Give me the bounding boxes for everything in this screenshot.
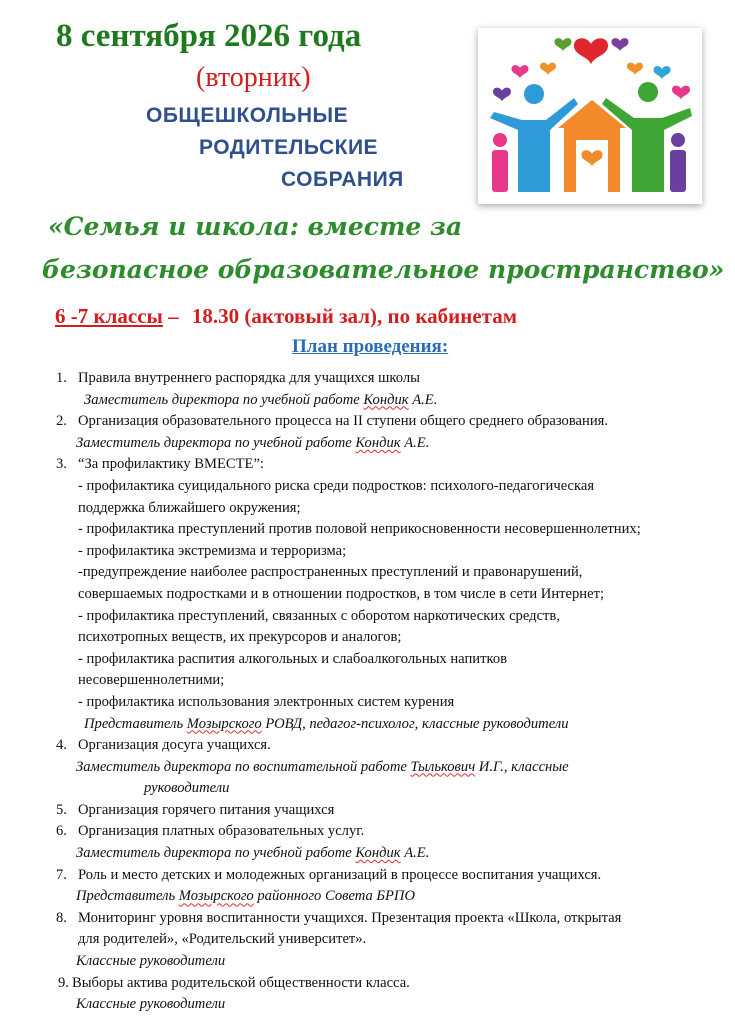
agenda-item <box>0 908 735 930</box>
classes-label: 6 -7 классы <box>55 304 163 328</box>
agenda-responsible <box>0 951 735 973</box>
agenda-responsible <box>0 778 735 800</box>
meeting-date: 8 сентября 2026 года <box>56 18 362 54</box>
family-house-hearts-icon <box>478 28 702 204</box>
responsible-part: Представитель <box>76 888 179 905</box>
agenda-item-number: 4. <box>56 737 67 754</box>
agenda-item-line <box>0 476 735 498</box>
responsible-name: Кондик <box>355 845 401 862</box>
responsible-name: Кондик <box>355 434 401 451</box>
agenda-item-line <box>0 562 735 584</box>
responsible-part: РОВД, педагог-психолог, классные руководители <box>261 715 569 732</box>
responsible-part: Заместитель директора по воспитательной работе <box>76 758 411 775</box>
plan-title: План проведения: <box>292 336 449 357</box>
meeting-title-line-2: РОДИТЕЛЬСКИЕ <box>199 136 379 159</box>
agenda-responsible <box>0 843 735 865</box>
agenda-item-text: “За профилактику ВМЕСТЕ”: <box>78 456 264 473</box>
responsible-part: Заместитель директора по учебной работе <box>76 434 356 451</box>
agenda-item-number: 8. <box>56 909 67 926</box>
agenda-item-line <box>0 519 735 541</box>
agenda-item-line <box>0 541 735 563</box>
responsible-text <box>76 433 429 455</box>
agenda-item-text: - профилактика экстремизма и терроризма; <box>78 542 347 559</box>
agenda-item-text: Организация горячего питания учащихся <box>78 801 335 818</box>
agenda-item-text: - профилактика распития алкогольных и слабоалкогольных напитков <box>78 650 508 667</box>
agenda-item <box>0 973 735 995</box>
responsible-part: А.Е. <box>400 434 430 451</box>
agenda-item-text: -предупреждение наиболее распространенных преступлений и правонарушений, <box>78 564 583 581</box>
agenda-responsible <box>0 433 735 455</box>
responsible-name: Мозырского <box>186 715 262 732</box>
agenda-item-number: 7. <box>56 866 67 883</box>
meeting-title-line-1: ОБЩЕШКОЛЬНЫЕ <box>146 104 349 127</box>
agenda-item-line <box>0 649 735 671</box>
agenda-responsible <box>0 757 735 779</box>
schedule-line <box>55 304 517 329</box>
agenda-responsible <box>0 994 735 1016</box>
responsible-text <box>76 994 225 1016</box>
responsible-text <box>84 714 569 736</box>
responsible-part: руководители <box>144 780 230 797</box>
agenda-list <box>0 368 735 1016</box>
agenda-responsible <box>0 390 735 412</box>
responsible-part: Классные руководители <box>76 953 226 970</box>
meeting-weekday: (вторник) <box>196 62 311 93</box>
agenda-item-text: Организация платных образовательных услуг. <box>78 823 365 840</box>
agenda-responsible <box>0 886 735 908</box>
agenda-item-text: поддержка ближайшего окружения; <box>78 499 301 516</box>
responsible-part: районного Совета БРПО <box>253 888 415 905</box>
responsible-part: И.Г., классные <box>475 758 569 775</box>
agenda-item-line <box>0 498 735 520</box>
agenda-item-line <box>0 584 735 606</box>
agenda-item-line <box>0 606 735 628</box>
agenda-item-text: Мониторинг уровня воспитанности учащихся. Презентация проекта «Школа, открытая <box>78 909 622 926</box>
agenda-item-text: - профилактика преступлений, связанных с оборотом наркотических средств, <box>78 607 560 624</box>
agenda-item-text: совершаемых подростками и в отношении подростков, в том числе в сети Интернет; <box>78 585 605 602</box>
agenda-item-number: 3. <box>56 456 67 473</box>
responsible-part: Заместитель директора по учебной работе <box>84 391 364 408</box>
responsible-part: А.Е. <box>400 845 430 862</box>
agenda-item <box>0 454 735 476</box>
agenda-item-number: 2. <box>56 413 67 430</box>
time-and-place: 18.30 (актовый зал), по кабинетам <box>191 304 518 328</box>
agenda-item-text: - профилактика использования электронных систем курения <box>78 693 455 710</box>
responsible-name: Тылькович <box>410 758 476 775</box>
agenda-item <box>0 411 735 433</box>
agenda-item <box>0 865 735 887</box>
responsible-part: Заместитель директора по учебной работе <box>76 845 356 862</box>
agenda-item-number: 9. <box>58 974 69 991</box>
agenda-item-text: психотропных веществ, их прекурсоров и аналогов; <box>78 629 402 646</box>
meeting-title-line-3: СОБРАНИЯ <box>281 168 404 191</box>
agenda-item <box>0 735 735 757</box>
agenda-item-text: несовершеннолетними; <box>78 672 225 689</box>
agenda-item-line <box>0 627 735 649</box>
responsible-text <box>144 778 229 800</box>
responsible-name: Кондик <box>363 391 409 408</box>
schedule-dash: – <box>168 304 179 328</box>
agenda-item <box>0 821 735 843</box>
responsible-part: Классные руководители <box>76 996 226 1013</box>
slogan-line-1: «Семья и школа: вместе за <box>48 212 463 241</box>
responsible-text <box>76 886 415 908</box>
responsible-text <box>76 843 429 865</box>
agenda-item-text: для родителей», «Родительский университет». <box>78 931 367 948</box>
agenda-item-text: Организация досуга учащихся. <box>78 737 271 754</box>
responsible-text <box>84 390 437 412</box>
responsible-part: А.Е. <box>408 391 438 408</box>
responsible-text <box>76 951 225 973</box>
agenda-item-text: Правила внутреннего распорядка для учащихся школы <box>78 370 420 386</box>
agenda-item-line <box>0 929 735 951</box>
agenda-item <box>0 800 735 822</box>
responsible-name: Мозырского <box>178 888 254 905</box>
agenda-item-line <box>0 692 735 714</box>
agenda-responsible <box>0 714 735 736</box>
agenda-item-text: - профилактика суицидального риска среди подростков: психолого-педагогическая <box>78 477 595 494</box>
agenda-item-number: 5. <box>56 801 67 818</box>
agenda-item-text: Роль и место детских и молодежных организаций в процессе воспитания учащихся. <box>78 866 602 883</box>
responsible-part: Представитель <box>84 715 187 732</box>
agenda-item-line <box>0 670 735 692</box>
agenda-item <box>0 368 735 390</box>
agenda-item-text: - профилактика преступлений против половой неприкосновенности несовершеннолетних; <box>78 521 641 538</box>
slogan-line-2: безопасное образовательное пространство» <box>42 255 725 284</box>
agenda-item-text: Организация образовательного процесса на II ступени общего среднего образования. <box>78 413 608 430</box>
agenda-item-text: Выборы актива родительской общественности класса. <box>72 974 410 991</box>
responsible-text <box>76 757 569 779</box>
agenda-item-number: 1. <box>56 370 67 386</box>
agenda-item-number: 6. <box>56 823 67 840</box>
